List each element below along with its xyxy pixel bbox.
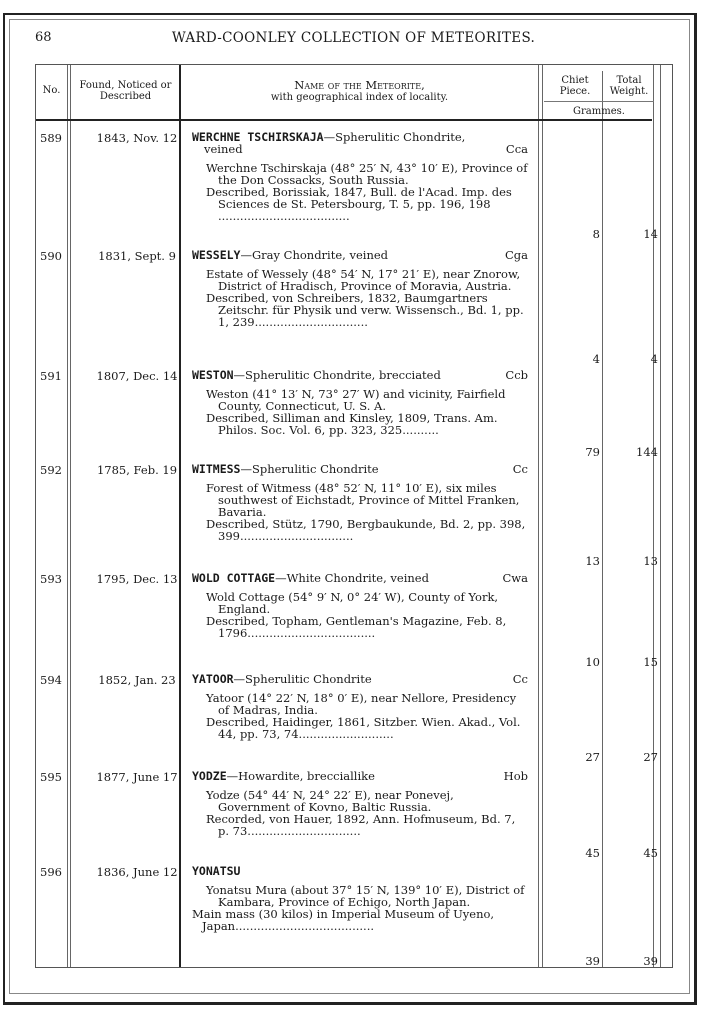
entry-date: 1836, June 12 [96,865,178,879]
entry-title-line [192,673,528,685]
page-number: 68 [35,30,52,45]
entry-number: 595 [40,770,62,784]
meteorite-name: WITMESS [192,462,241,476]
entry-description [192,572,528,639]
entry-date: 1807, Dec. 14 [96,369,178,383]
reference-text: Described, Topham, Gentleman's Magazine, Feb. 8, 1796................................... [206,614,507,640]
column-rule [67,65,68,967]
meteorite-name: YODZE [192,769,227,783]
entry-details [192,482,528,542]
entry-number: 589 [40,131,62,145]
classification-code: Ccb [505,368,528,382]
classification-code: Cga [504,248,528,262]
column-rule [660,65,661,967]
classification-code: Cc [512,672,528,686]
header-total-weight: Total Weight. [609,75,649,97]
reference-text: Recorded, von Hauer, 1892, Ann. Hofmuseum, Bd. 7, p. 73............................... [206,812,516,838]
total-weight: 14 [643,227,658,241]
entry-description [192,463,528,542]
meteorite-name: WESTON [192,368,234,382]
chief-piece-weight: 8 [592,227,600,241]
entry-number: 592 [40,463,62,477]
entry-description [192,369,528,436]
entry-title-line-2 [192,143,528,155]
chief-piece-weight: 13 [585,554,600,568]
total-weight: 27 [643,750,658,764]
meteorite-name: WOLD COTTAGE [192,571,276,585]
total-weight: 39 [643,954,658,968]
entry-number: 594 [40,673,62,687]
total-weight: 4 [650,352,658,366]
classification-code: Cca [505,142,528,156]
column-rule [653,65,654,967]
meteorite-type: —Spherulitic Chondrite, [323,130,466,144]
chief-piece-weight: 4 [592,352,600,366]
entry-details [192,692,528,740]
entry-title-line [192,369,528,381]
reference-text: Described, Stütz, 1790, Bergbaukunde, Bd. 2, pp. 398, 399............................... [206,517,526,543]
meteorite-type: —Spherulitic Chondrite [240,462,379,476]
entry-date: 1831, Sept. 9 [98,249,176,263]
reference-text: Described, Silliman and Kinsley, 1809, Trans. Am. Philos. Soc. Vol. 6, pp. 323, 325.......... [206,411,498,437]
locality-text: Estate of Wessely (48° 54′ N, 17° 21′ E), near Znorow, District of Hradisch, Province of Moravia, Austria. [206,267,521,293]
header-name-subtitle: with geographical index of locality. [270,92,449,103]
entry-description [192,865,528,932]
chief-piece-weight: 10 [585,655,600,669]
column-rule [179,65,181,967]
meteorite-type: —Spherulitic Chondrite [233,672,372,686]
entry-title [192,249,388,261]
entry-details [192,884,528,932]
total-weight: 45 [643,846,658,860]
entry-title-line [192,249,528,261]
total-weight: 15 [643,655,658,669]
locality-text: Yonatsu Mura (about 37° 15′ N, 139° 10′ E), District of Kambara, Province of Echigo, North Japan. [206,883,525,909]
reference-text: Described, Haidinger, 1861, Sitzber. Wien. Akad., Vol. 44, pp. 73, 74.......................... [206,715,521,741]
entry-details [192,789,528,837]
chief-piece-weight: 79 [585,445,600,459]
chief-piece-weight: 39 [585,954,600,968]
column-rule [602,71,603,967]
classification-code: Hob [503,769,528,783]
classification-code: Cc [512,462,528,476]
locality-text: Forest of Witmess (48° 52′ N, 11° 10′ E), six miles southwest of Eichstadt, Province of Mittel Franken, Bavaria. [206,481,520,519]
column-rule [542,65,543,967]
column-rule [70,65,71,967]
header-chief-piece: Chiet Piece. [559,75,591,97]
meteorite-name: YATOOR [192,672,234,686]
entry-number: 591 [40,369,62,383]
entry-details [192,268,528,328]
reference-text: Main mass (30 kilos) in Imperial Museum of Uyeno, Japan...................................... [192,907,495,933]
header-units: Grammes. [573,106,625,117]
entry-title [192,673,372,685]
meteorite-table [35,64,673,968]
locality-text: Yodze (54° 44′ N, 24° 22′ E), near Ponevej, Government of Kovno, Baltic Russia. [206,788,454,814]
locality-text: Wold Cottage (54° 9′ N, 0° 24′ W), County of York, England. [206,590,499,616]
entry-date: 1877, June 17 [96,770,178,784]
header-no: No. [42,85,61,96]
chief-piece-weight: 45 [585,846,600,860]
entry-title-line [192,463,528,475]
running-head: WARD-COONLEY COLLECTION OF METEORITES. [171,30,536,46]
meteorite-type: —Spherulitic Chondrite, brecciated [233,368,441,382]
entry-title [192,369,441,381]
entry-number: 593 [40,572,62,586]
meteorite-type: —White Chondrite, veined [275,571,429,585]
locality-text: Weston (41° 13′ N, 73° 27′ W) and vicinity, Fairfield County, Connecticut, U. S. A. [206,387,506,413]
meteorite-type-cont: veined [204,142,243,156]
meteorite-type: —Howardite, brecciallike [226,769,375,783]
entry-title-line [192,572,528,584]
entry-description [192,249,528,328]
entry-date: 1843, Nov. 12 [96,131,178,145]
entry-title [192,572,429,584]
entry-title [192,865,240,877]
locality-text: Yatoor (14° 22′ N, 18° 0′ E), near Nellore, Presidency of Madras, India. [206,691,517,717]
reference-text: Described, von Schreibers, 1832, Baumgartners Zeitschr. für Physik und verw. Wissensch., Bd. 1, pp. 1, 239............................... [206,291,524,329]
meteorite-name: WERCHNE TSCHIRSKAJA [192,130,324,144]
entry-description [192,673,528,740]
header-rule [36,119,652,121]
entry-number: 590 [40,249,62,263]
header-found: Found, Noticed or Described [79,80,172,102]
entry-title-line [192,770,528,782]
chief-piece-weight: 27 [585,750,600,764]
entry-details [192,591,528,639]
entry-date: 1795, Dec. 13 [96,572,178,586]
total-weight: 13 [643,554,658,568]
total-weight: 144 [636,445,658,459]
locality-text: Werchne Tschirskaja (48° 25′ N, 43° 10′ E), Province of the Don Cossacks, South Russia. [206,161,528,187]
entry-number: 596 [40,865,62,879]
entry-details [192,162,528,222]
entry-title [192,463,379,475]
reference-text: Described, Borissiak, 1847, Bull. de l'Acad. Imp. des Sciences de St. Petersbourg, T. 5, pp. 196, 198 .................................... [206,185,512,223]
header-name-title: Name of the Meteorite, [294,78,425,92]
entry-date: 1852, Jan. 23 [98,673,176,687]
meteorite-type: —Gray Chondrite, veined [240,248,389,262]
header-name [181,78,538,103]
entry-date: 1785, Feb. 19 [96,463,178,477]
entry-title-line [192,865,528,877]
entry-title [192,770,375,782]
entry-description [192,131,528,222]
classification-code: Cwa [502,571,528,585]
entry-description [192,770,528,837]
meteorite-name: WESSELY [192,248,241,262]
entry-details [192,388,528,436]
meteorite-name: YONATSU [192,864,241,878]
column-rule [538,65,539,967]
header-units-rule [544,101,654,102]
